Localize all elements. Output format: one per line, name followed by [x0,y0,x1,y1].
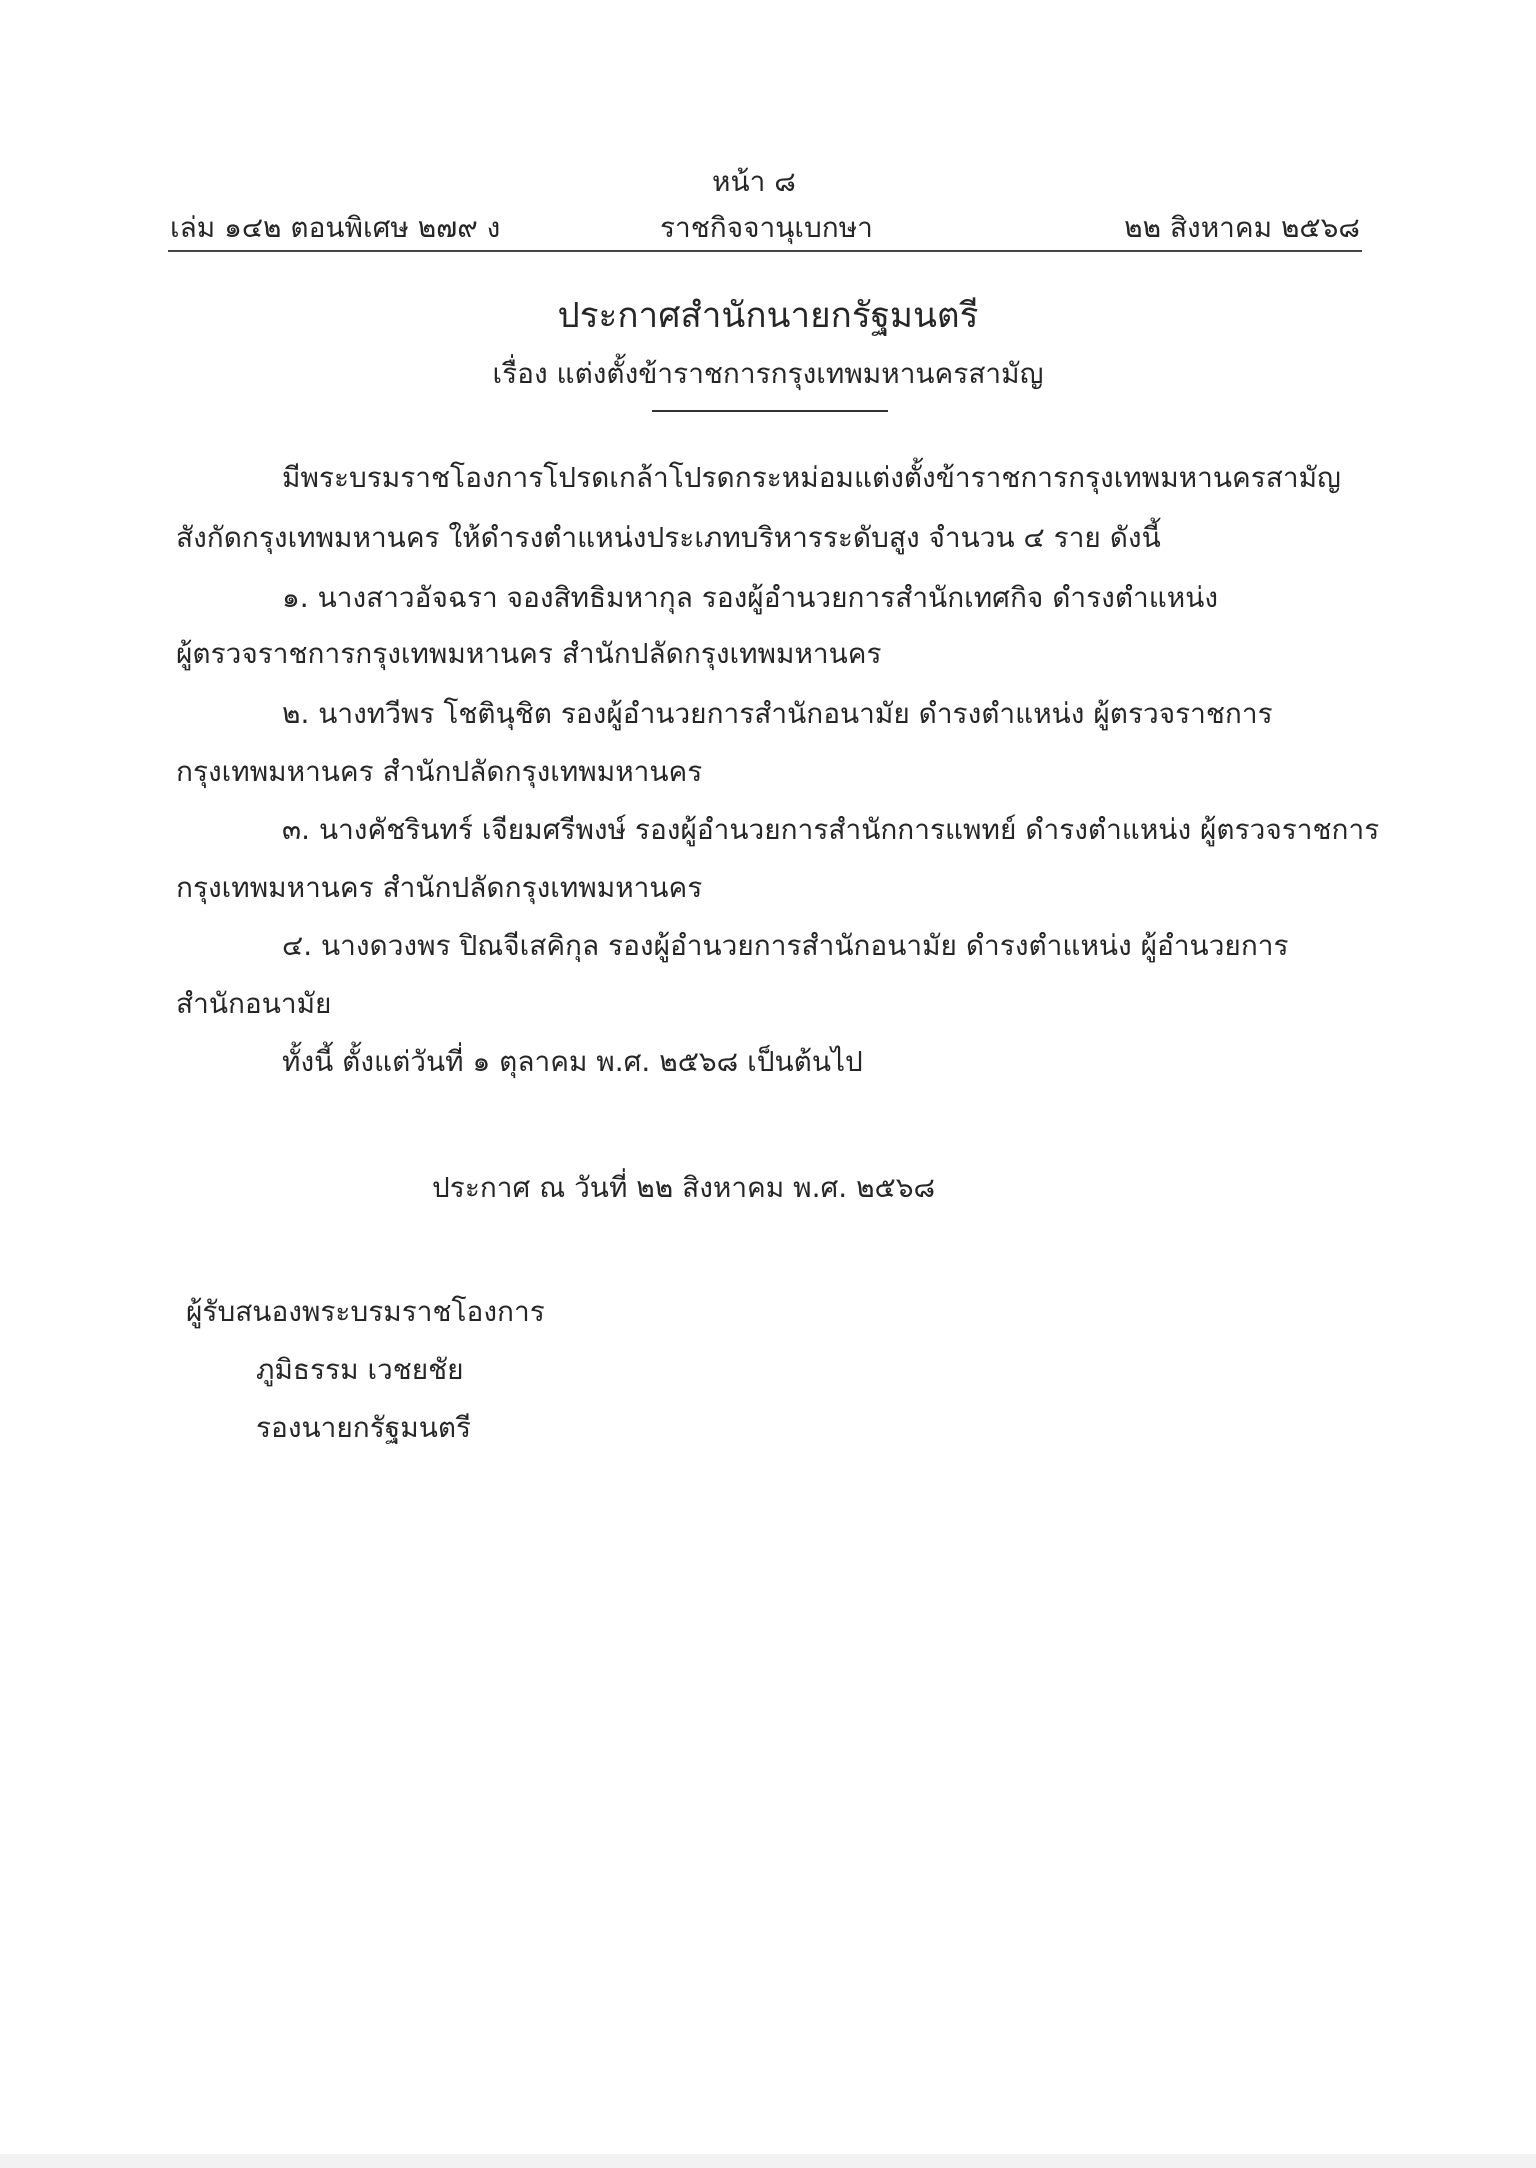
announcement-subject: เรื่อง แต่งตั้งข้าราชการกรุงเทพมหานครสามัญ [492,357,1044,390]
signer-name: ภูมิธรรม เวชยชัย [256,1353,464,1386]
countersign-label: ผู้รับสนองพระบรมราชโองการ [186,1295,545,1328]
page-number: หน้า ๘ [712,165,796,198]
list-item-1-line-2: ผู้ตรวจราชการกรุงเทพมหานคร สำนักปลัดกรุงเทพมหานคร [176,637,882,670]
page-bottom-edge [0,2154,1536,2168]
intro-line-2: สังกัดกรุงเทพมหานคร ให้ดำรงตำแหน่งประเภทบริหารระดับสูง จำนวน ๔ ราย ดังนี้ [176,521,1161,554]
list-item-2-line-1: ๒. นางทวีพร โชตินุชิต รองผู้อำนวยการสำนักอนามัย ดำรงตำแหน่ง ผู้ตรวจราชการ [282,697,1273,730]
header-divider [168,250,1362,252]
list-item-3-line-2: กรุงเทพมหานคร สำนักปลัดกรุงเทพมหานคร [176,871,703,904]
list-item-4-line-2: สำนักอนามัย [176,987,332,1020]
volume-info: เล่ม ๑๔๒ ตอนพิเศษ ๒๗๙ ง [170,211,501,244]
list-item-4-line-1: ๔. นางดวงพร ปิณจีเสคิกุล รองผู้อำนวยการสำนักอนามัย ดำรงตำแหน่ง ผู้อำนวยการ [282,929,1289,962]
header-date: ๒๒ สิงหาคม ๒๕๖๘ [1124,211,1360,244]
intro-line-1: มีพระบรมราชโองการโปรดเกล้าโปรดกระหม่อมแต่งตั้งข้าราชการกรุงเทพมหานครสามัญ [282,461,1341,494]
list-item-3-line-1: ๓. นางคัชรินทร์ เจียมศรีพงษ์ รองผู้อำนวยการสำนักการแพทย์ ดำรงตำแหน่ง ผู้ตรวจราชการ [282,813,1380,846]
announcement-title: ประกาศสำนักนายกรัฐมนตรี [557,296,979,336]
effective-date: ทั้งนี้ ตั้งแต่วันที่ ๑ ตุลาคม พ.ศ. ๒๕๖๘ เป็นต้นไป [282,1045,863,1078]
announcement-date: ประกาศ ณ วันที่ ๒๒ สิงหาคม พ.ศ. ๒๕๖๘ [432,1171,936,1204]
list-item-1-line-1: ๑. นางสาวอัจฉรา จองสิทธิมหากุล รองผู้อำนวยการสำนักเทศกิจ ดำรงตำแหน่ง [282,581,1219,614]
list-item-2-line-2: กรุงเทพมหานคร สำนักปลัดกรุงเทพมหานคร [176,755,703,788]
gazette-name: ราชกิจจานุเบกษา [660,211,873,244]
signer-position: รองนายกรัฐมนตรี [256,1411,472,1444]
title-divider [652,410,888,412]
